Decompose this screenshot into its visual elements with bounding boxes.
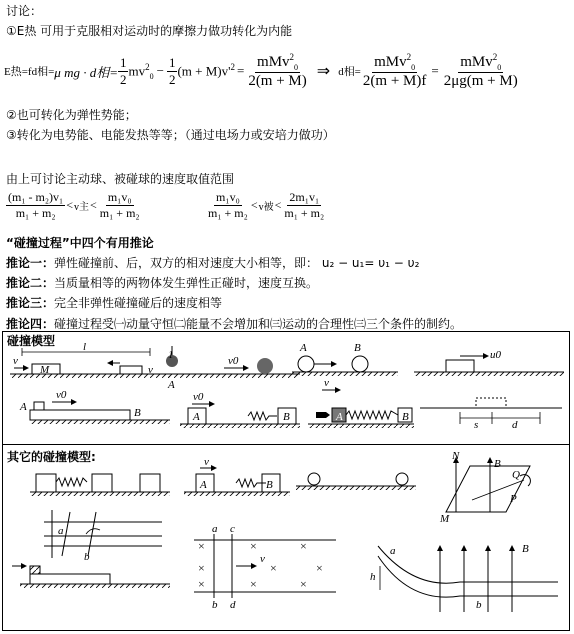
label-c-field: c: [230, 523, 235, 535]
formula-d-rel: d相=: [338, 66, 361, 78]
formula-half-2: $\frac{1}{2}$: [168, 54, 176, 87]
range-a-fraction: $\frac{\text{(m₁ - m₂)v₁}}{\text{m₁ + m₂}}$: [8, 190, 64, 220]
label-B-curve: B: [522, 543, 529, 555]
discussion-heading: 讨论：: [6, 4, 43, 18]
range-lt-4: <: [274, 198, 282, 212]
formula-half-1: $\frac{1}{2}$: [119, 54, 127, 87]
inference-two: 推论二：当质量相等的两物体发生弹性正碰时，速度互换。: [6, 276, 319, 290]
svg-text:×: ×: [316, 561, 323, 575]
svg-text:×: ×: [198, 539, 205, 553]
label-l: l: [83, 341, 87, 353]
label-A-5: A: [336, 411, 343, 423]
inferences-title: “碰撞过程”中四个有用推论: [6, 236, 154, 250]
label-v-1: v: [13, 355, 18, 367]
label-v-3: v: [324, 377, 329, 389]
label-v-2: v: [148, 364, 153, 376]
formula-mv0: $mv^2_0$: [128, 61, 154, 81]
models-title: 碰撞模型: [7, 334, 56, 348]
formula-fraction-1: $\frac{mMv^2_0}{2(m + M)}$: [248, 52, 307, 89]
svg-text:×: ×: [300, 539, 307, 553]
svg-text:×: ×: [270, 561, 277, 575]
label-a-field: a: [212, 523, 218, 535]
label-B-7: B: [494, 458, 501, 470]
label-b-field: b: [212, 599, 218, 611]
label-A-2: A: [300, 342, 307, 354]
svg-text:×: ×: [198, 577, 205, 591]
formula-arrow: ⇒: [316, 63, 331, 80]
range-lt-1: <: [66, 198, 73, 212]
label-A-1: A: [168, 379, 175, 391]
label-v-4: v: [204, 456, 209, 468]
inference-one: 推论一：弹性碰撞前、后，双方的相对速度大小相等，即： u₂ − u₁= υ₁ − υ₂: [6, 256, 420, 270]
model-small-plate: [12, 566, 170, 588]
label-v0-2: v0: [56, 389, 67, 401]
model-magnetic-field: [194, 534, 336, 598]
svg-text:×: ×: [250, 577, 257, 591]
label-N: N: [452, 450, 460, 462]
discussion-item-3: ③转化为电势能、电能发热等等；（通过电场力或安培力做功）: [6, 128, 335, 142]
label-d-field: d: [230, 599, 236, 611]
range-lt-2: <: [90, 198, 97, 212]
label-s: s: [474, 419, 479, 431]
svg-text:×: ×: [250, 539, 257, 553]
label-b-rails: b: [84, 551, 90, 563]
svg-text:×: ×: [198, 561, 205, 575]
label-v0-3: v0: [193, 391, 204, 403]
model-other-balls: [296, 473, 416, 490]
label-M-2: M: [440, 513, 450, 525]
other-models-title: 其它的碰撞模型:: [7, 450, 96, 464]
svg-text:×: ×: [300, 577, 307, 591]
label-a-curve: a: [390, 545, 396, 557]
range-b-fraction-2: $\frac{\text{2m₁v₁}}{\text{m₁ + m₂}}$: [284, 190, 325, 220]
label-M: M: [40, 364, 50, 376]
inference-four: 推论四：碰撞过程受㈠动量守恒㈡能量不会增加和㈢运动的合理性㈢三个条件的制约。: [6, 317, 463, 331]
label-B-6: B: [266, 479, 273, 491]
model-field-parallelogram: [446, 458, 530, 512]
range-v-main: v主: [74, 202, 89, 213]
label-v0-1: v0: [228, 355, 239, 367]
formula-fraction-2: $\frac{mMv^2_0}{2(m + M)f}$: [362, 52, 427, 89]
model-block-u0: [414, 356, 564, 376]
label-B-3: B: [134, 407, 141, 419]
label-B-2: B: [354, 342, 361, 354]
formula-mu-mg-d: μ mg · d相=: [54, 64, 118, 80]
range-a-fraction-2: $\frac{\text{m₁v₀}}{\text{m₁ + m₂}}$: [99, 190, 140, 220]
label-P: P: [510, 493, 517, 505]
label-B-4: B: [283, 411, 290, 423]
label-u0: u0: [490, 349, 501, 361]
label-A-3: A: [20, 401, 27, 413]
label-Q: Q: [512, 469, 520, 481]
model-board-block: [10, 348, 170, 378]
model-three-blocks: [30, 474, 170, 496]
model-bullet-spring: [308, 390, 414, 428]
model-board-ab: [30, 402, 170, 424]
range-v-hit: v被: [258, 202, 274, 213]
field-crosses: [198, 539, 323, 591]
range-b-fraction: $\frac{\text{m₁v₀}}{\text{m₁ + m₂}}$: [208, 190, 248, 220]
label-b-curve: b: [476, 599, 482, 611]
formula-fraction-3: $\frac{mMv^2_0}{2\mu g(m + M)}$: [443, 52, 518, 89]
label-a-rails: a: [58, 525, 64, 537]
formula-eq-1: =: [236, 63, 245, 78]
label-v-field: v: [260, 553, 265, 565]
label-d: d: [512, 419, 518, 431]
range-intro: 由上可讨论主动球、被碰球的速度取值范围: [6, 172, 235, 186]
discussion-item-1: ①E热 可用于克服相对运动时的摩擦力做功转化为内能: [6, 24, 293, 38]
label-B-5: B: [402, 411, 409, 423]
formula-mM: $(m + M)v'^2$: [177, 62, 235, 79]
inference-three: 推论三：完全非弹性碰撞碰后的速度相等: [6, 296, 223, 310]
formula-minus: −: [156, 63, 164, 78]
label-A-4: A: [193, 411, 200, 423]
model-curved-track: [378, 546, 558, 612]
model-two-balls: [292, 356, 398, 376]
formula-e-hot: E热=fd相=: [4, 66, 55, 78]
model-s-d: [420, 398, 562, 424]
formula-eq-2: =: [431, 63, 439, 78]
range-lt-3: <: [250, 198, 258, 212]
discussion-item-2: ②也可转化为弹性势能；: [6, 108, 137, 122]
label-A-6: A: [200, 479, 207, 491]
label-1: 1: [168, 349, 174, 361]
label-h: h: [370, 571, 376, 583]
